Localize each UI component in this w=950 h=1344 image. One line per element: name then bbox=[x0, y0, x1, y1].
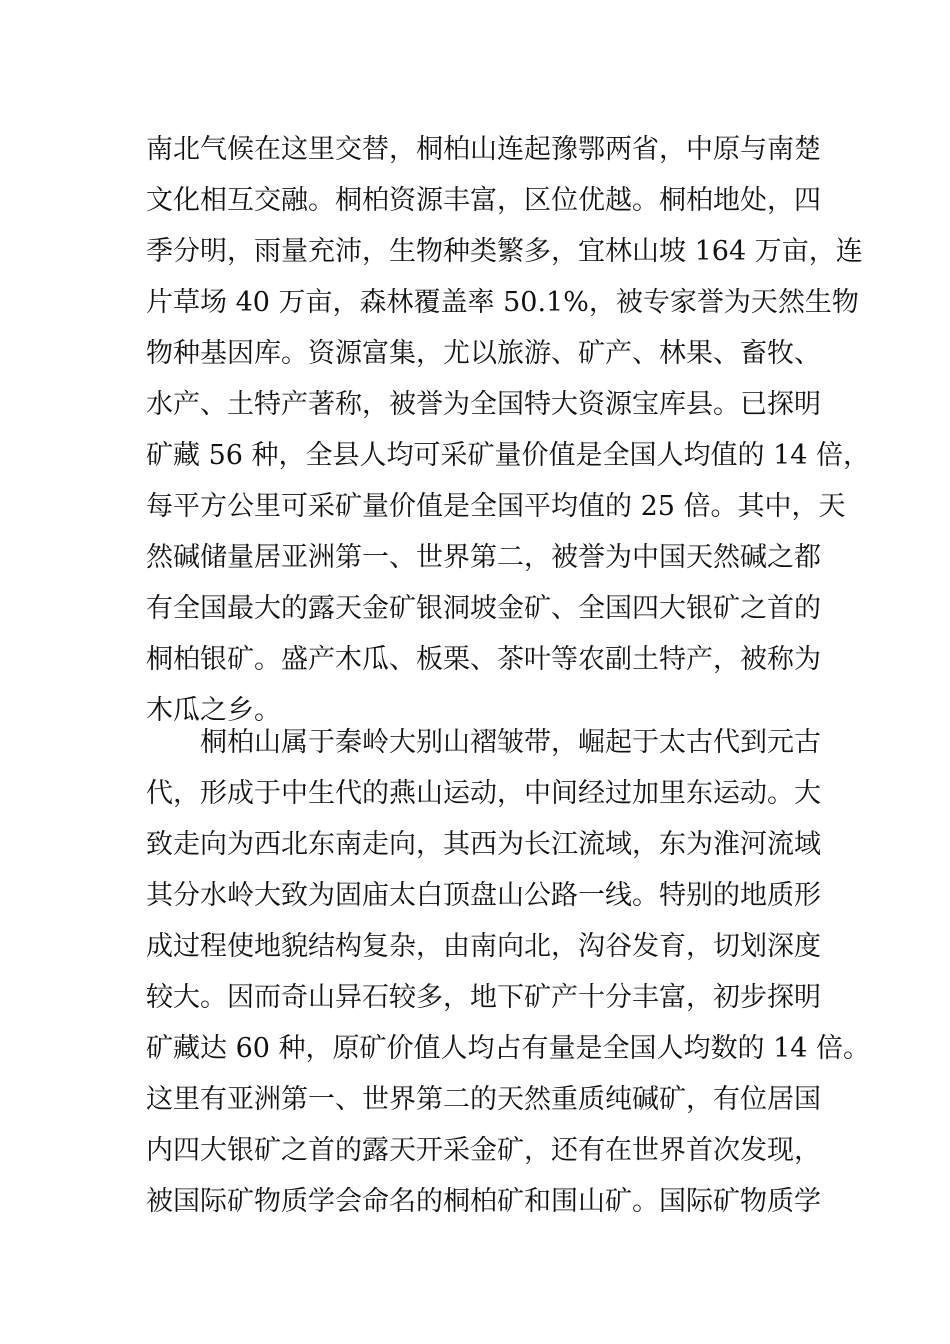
paragraph-line: 成过程使地貌结构复杂，由南向北，沟谷发育，切划深度 bbox=[146, 931, 821, 962]
paragraph-line: 每平方公里可采矿量价值是全国平均值的 25 倍。其中，天 bbox=[146, 491, 846, 522]
paragraph-line: 较大。因而奇山异石较多，地下矿产十分丰富，初步探明 bbox=[146, 982, 821, 1013]
paragraph-line: 片草场 40 万亩，森林覆盖率 50.1%，被专家誉为天然生物 bbox=[146, 287, 859, 318]
paragraph-line: 然碱储量居亚洲第一、世界第二，被誉为中国天然碱之都 bbox=[146, 542, 821, 573]
paragraph-line: 被国际矿物质学会命名的桐柏矿和围山矿。国际矿物质学 bbox=[146, 1186, 821, 1217]
paragraph-line: 矿藏 56 种，全县人均可采矿量价值是全国人均值的 14 倍， bbox=[146, 440, 871, 471]
paragraph-line: 桐柏银矿。盛产木瓜、板栗、茶叶等农副土特产，被称为 bbox=[146, 644, 821, 675]
paragraph-line: 有全国最大的露天金矿银洞坡金矿、全国四大银矿之首的 bbox=[146, 593, 821, 624]
paragraph-line: 季分明，雨量充沛，生物种类繁多，宜林山坡 164 万亩，连 bbox=[146, 236, 863, 267]
paragraph-line: 物种基因库。资源富集，尤以旅游、矿产、林果、畜牧、 bbox=[146, 338, 821, 369]
paragraph-line: 这里有亚洲第一、世界第二的天然重质纯碱矿，有位居国 bbox=[146, 1084, 821, 1115]
paragraph-2 bbox=[146, 717, 871, 1227]
paragraph-line: 木瓜之乡。 bbox=[146, 695, 281, 726]
paragraph-line: 矿藏达 60 种，原矿价值人均占有量是全国人均数的 14 倍。 bbox=[146, 1033, 871, 1064]
paragraph-line: 南北气候在这里交替，桐柏山连起豫鄂两省，中原与南楚 bbox=[146, 134, 821, 165]
paragraph-line: 代，形成于中生代的燕山运动，中间经过加里东运动。大 bbox=[146, 778, 821, 809]
paragraph-line: 致走向为西北东南走向，其西为长江流域，东为淮河流域 bbox=[146, 829, 821, 860]
paragraph-line: 内四大银矿之首的露天开采金矿，还有在世界首次发现， bbox=[146, 1135, 821, 1166]
paragraph-1 bbox=[146, 124, 871, 736]
paragraph-line: 水产、土特产著称，被誉为全国特大资源宝库县。已探明 bbox=[146, 389, 821, 420]
paragraph-line: 其分水岭大致为固庙太白顶盘山公路一线。特别的地质形 bbox=[146, 880, 821, 911]
paragraph-line: 桐柏山属于秦岭大别山褶皱带，崛起于太古代到元古 bbox=[200, 727, 821, 758]
paragraph-line: 文化相互交融。桐柏资源丰富，区位优越。桐柏地处，四 bbox=[146, 185, 821, 216]
